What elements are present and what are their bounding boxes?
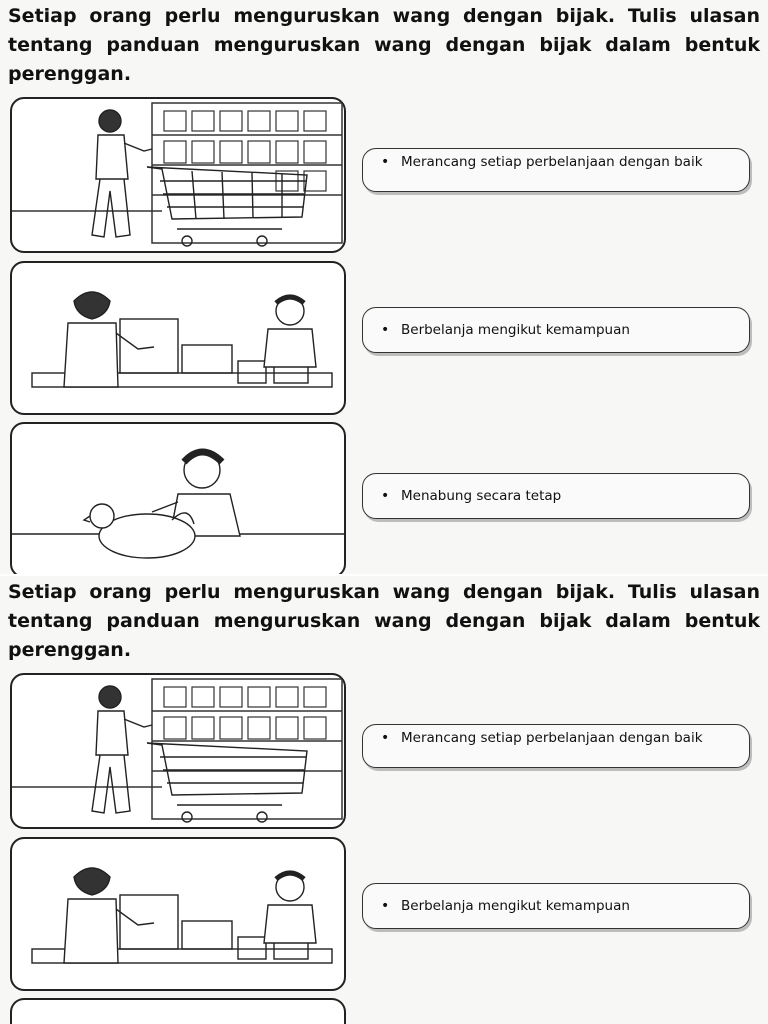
- cashier-scene-drawing: [12, 263, 344, 413]
- guide-card-1: [362, 724, 750, 768]
- shopping-scene-drawing: [12, 99, 344, 251]
- bullet-icon: •: [381, 897, 390, 914]
- guide-card-2: [362, 883, 750, 929]
- illustration-shopping: [10, 673, 346, 829]
- guide-card-text: Merancang setiap perbelanjaan dengan baik: [401, 730, 703, 746]
- illustration-saving-partial: [10, 998, 346, 1024]
- illustration-saving: [10, 422, 346, 574]
- guide-card-text: Berbelanja mengikut kemampuan: [401, 897, 630, 914]
- illustration-cashier: [10, 837, 346, 991]
- guide-card-text: Menabung secara tetap: [401, 487, 562, 504]
- saving-scene-drawing: [12, 424, 344, 574]
- bullet-icon: •: [381, 154, 390, 170]
- worksheet-page-2: [0, 576, 768, 1024]
- guide-card-1: [362, 148, 750, 192]
- guide-card-text: Merancang setiap perbelanjaan dengan baik: [401, 154, 703, 170]
- guide-card-text: Berbelanja mengikut kemampuan: [401, 321, 630, 338]
- guide-card-2: [362, 307, 750, 353]
- illustration-cashier: [10, 261, 346, 415]
- bullet-icon: •: [381, 487, 390, 504]
- instruction-text: Setiap orang perlu menguruskan wang dengan bijak. Tulis ulasan tentang panduan menguruskan wang dengan bijak dalam bentuk perenggan.: [8, 581, 760, 661]
- shopping-scene-drawing: [12, 675, 344, 827]
- cashier-scene-drawing: [12, 839, 344, 989]
- bullet-icon: •: [381, 730, 390, 746]
- guide-card-3: [362, 473, 750, 519]
- illustration-shopping: [10, 97, 346, 253]
- instruction-text: Setiap orang perlu menguruskan wang dengan bijak. Tulis ulasan tentang panduan menguruskan wang dengan bijak dalam bentuk perenggan.: [8, 5, 760, 85]
- bullet-icon: •: [381, 321, 390, 338]
